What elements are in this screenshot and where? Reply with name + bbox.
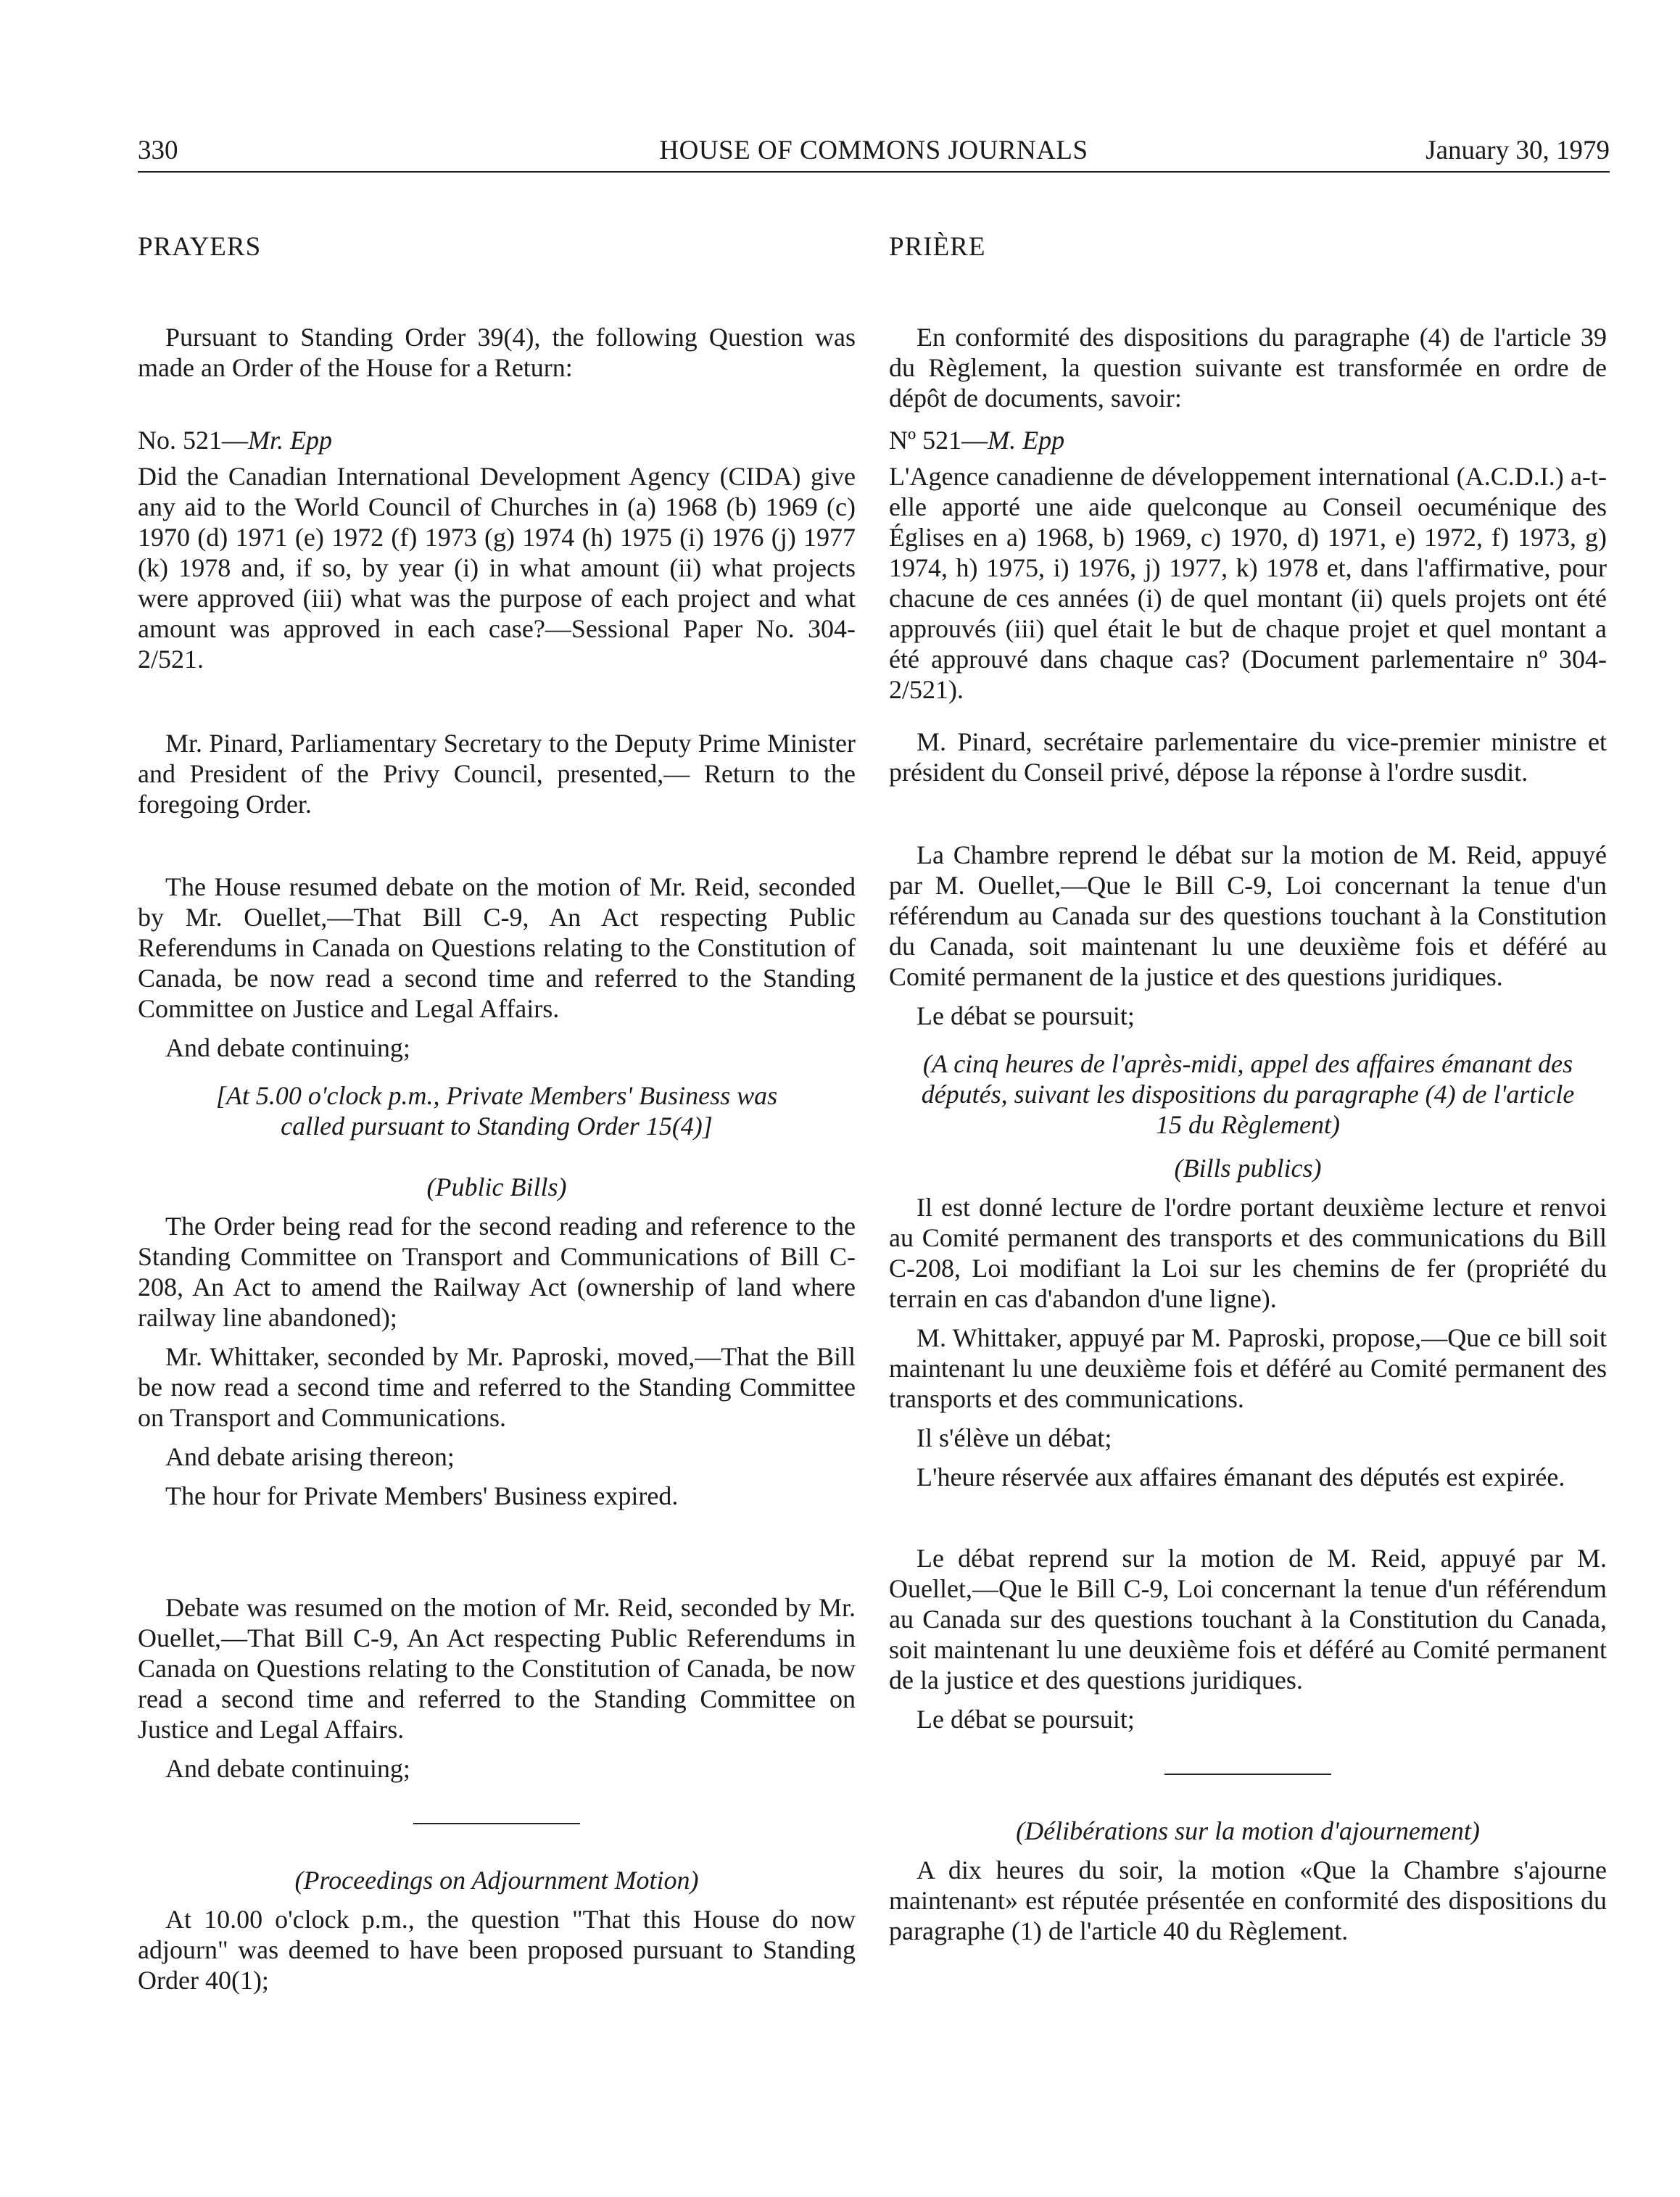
private-members-note: [At 5.00 o'clock p.m., Private Members' Business was called pursuant to Standing Order 15(4)] [215, 1081, 778, 1141]
pursuant-paragraph-fr: En conformité des dispositions du paragraphe (4) de l'article 39 du Règlement, la question suivante est transformée en ordre de dépôt de documents, savoir: [889, 323, 1607, 413]
order-read-paragraph-fr: Il est donné lecture de l'ordre portant deuxième lecture et renvoi au Comité permanent des transports et des communications du Bill C-208, Loi modifiant la Loi sur les chemins de fer (propriété du terrain en cas d'abandon d'une ligne). [889, 1193, 1607, 1313]
english-column [138, 232, 856, 1995]
debate-resumed-paragraph-fr: Le débat reprend sur la motion de M. Reid, appuyé par M. Ouellet,—Que le Bill C-9, Loi concernant la tenue d'un référendum au Canada sur des questions touchant à la Constitution du Canada, soit maintenant lu une deuxième fois et déféré au Comité permanent de la justice et des questions juridiques. [889, 1544, 1607, 1695]
ten-oclock-paragraph-fr: A dix heures du soir, la motion «Que la Chambre s'ajourne maintenant» est réputée présentée en conformité des dispositions du paragraphe (1) de l'article 40 du Règlement. [889, 1855, 1607, 1945]
section-divider [413, 1823, 580, 1824]
journal-date: January 30, 1979 [1425, 136, 1610, 165]
question-number-fr [889, 425, 1607, 455]
prayers-heading: PRAYERS [138, 232, 262, 262]
debate-continuing-fr: Le débat se poursuit; [916, 1001, 1135, 1030]
hour-expired: The hour for Private Members' Business expired. [165, 1481, 679, 1510]
question-number-label: No. 521— [138, 426, 248, 455]
resumed-debate-paragraph-fr: La Chambre reprend le débat sur la motion de M. Reid, appuyé par M. Ouellet,—Que le Bill C-9, Loi concernant la tenue d'un référendum au Canada sur des questions touchant à la Constitution du Canada, soit maintenant lu une deuxième fois et déféré au Comité permanent de la justice et des questions juridiques. [889, 840, 1607, 991]
debate-arising: And debate arising thereon; [165, 1442, 455, 1471]
private-members-note-fr: (A cinq heures de l'après-midi, appel des affaires émanant des députés, suivant les dispositions du paragraphe (4) de l'article 15 du Règlement) [921, 1049, 1575, 1139]
question-number [138, 425, 856, 455]
priere-heading: PRIÈRE [889, 232, 986, 262]
pinard-paragraph-fr: M. Pinard, secrétaire parlementaire du vice-premier ministre et président du Conseil privé, dépose la réponse à l'ordre susdit. [889, 727, 1607, 787]
public-bills-subheading: (Public Bills) [426, 1172, 567, 1201]
debate-arising-fr: Il s'élève un débat; [916, 1423, 1112, 1452]
ten-oclock-paragraph: At 10.00 o'clock p.m., the question "That this House do now adjourn" was deemed to have been proposed pursuant to Standing Order 40(1); [138, 1905, 856, 1995]
french-column [889, 232, 1607, 1946]
order-read-paragraph: The Order being read for the second reading and reference to the Standing Committee on Transport and Communications of Bill C-208, An Act to amend the Railway Act (ownership of land where railway line abandoned); [138, 1212, 856, 1332]
debate-continuing-2-fr: Le débat se poursuit; [916, 1705, 1135, 1734]
resumed-debate-paragraph: The House resumed debate on the motion of Mr. Reid, seconded by Mr. Ouellet,—That Bill C-9, An Act respecting Public Referendums in Canada on Questions relating to the Constitution of Canada, be now read a second time and referred to the Standing Committee on Justice and Legal Affairs. [138, 872, 856, 1023]
section-divider-fr [1164, 1774, 1331, 1775]
pursuant-paragraph: Pursuant to Standing Order 39(4), the following Question was made an Order of the House for a Return: [138, 323, 856, 382]
journal-title: HOUSE OF COMMONS JOURNALS [659, 136, 1088, 165]
question-text-fr: L'Agence canadienne de développement international (A.C.D.I.) a-t-elle apporté une aide quelconque au Conseil oecuménique des Églises en a) 1968, b) 1969, c) 1970, d) 1971, e) 1972, f) 1973, g) 1974, h) 1975, i) 1976, j) 1977, k) 1978 et, dans l'affirmative, pour chacune de ces années (i) de quel montant (ii) quels projets ont été approuvés (iii) quel était le but de chaque projet et quel montant a été approuvé dans chaque cas? (Document parlementaire nº 304-2/521). [889, 462, 1607, 704]
page-number: 330 [138, 136, 178, 165]
debate-continuing-2: And debate continuing; [165, 1754, 410, 1783]
question-number-label-fr: Nº 521— [889, 426, 988, 455]
public-bills-subheading-fr: (Bills publics) [1174, 1154, 1322, 1183]
hour-expired-fr: L'heure réservée aux affaires émanant des députés est expirée. [916, 1462, 1565, 1491]
debate-continuing: And debate continuing; [165, 1033, 410, 1062]
debate-resumed-paragraph: Debate was resumed on the motion of Mr. Reid, seconded by Mr. Ouellet,—That Bill C-9, An Act respecting Public Referendums in Canada on Questions relating to the Constitution of Canada, be now read a second time and referred to the Standing Committee on Justice and Legal Affairs. [138, 1593, 856, 1744]
question-member-fr: M. Epp [988, 426, 1065, 455]
page-header [138, 131, 1610, 173]
question-text: Did the Canadian International Development Agency (CIDA) give any aid to the World Council of Churches in (a) 1968 (b) 1969 (c) 1970 (d) 1971 (e) 1972 (f) 1973 (g) 1974 (h) 1975 (i) 1976 (j) 1977 (k) 1978 and, if so, by year (i) in what amount (ii) what projects were approved (iii) what was the purpose of each project and what amount was approved in each case?—Sessional Paper No. 304-2/521. [138, 462, 856, 674]
adjournment-subheading-fr: (Délibérations sur la motion d'ajournement) [1016, 1816, 1480, 1845]
pinard-paragraph: Mr. Pinard, Parliamentary Secretary to the Deputy Prime Minister and President of the Privy Council, presented,— Return to the foregoing Order. [138, 729, 856, 819]
adjournment-subheading: (Proceedings on Adjournment Motion) [294, 1866, 699, 1895]
whittaker-motion: Mr. Whittaker, seconded by Mr. Paproski, moved,—That the Bill be now read a second time and referred to the Standing Committee on Transport and Communications. [138, 1342, 856, 1432]
question-member: Mr. Epp [248, 426, 332, 455]
whittaker-motion-fr: M. Whittaker, appuyé par M. Paproski, propose,—Que ce bill soit maintenant lu une deuxième fois et déféré au Comité permanent des transports et des communications. [889, 1323, 1607, 1413]
